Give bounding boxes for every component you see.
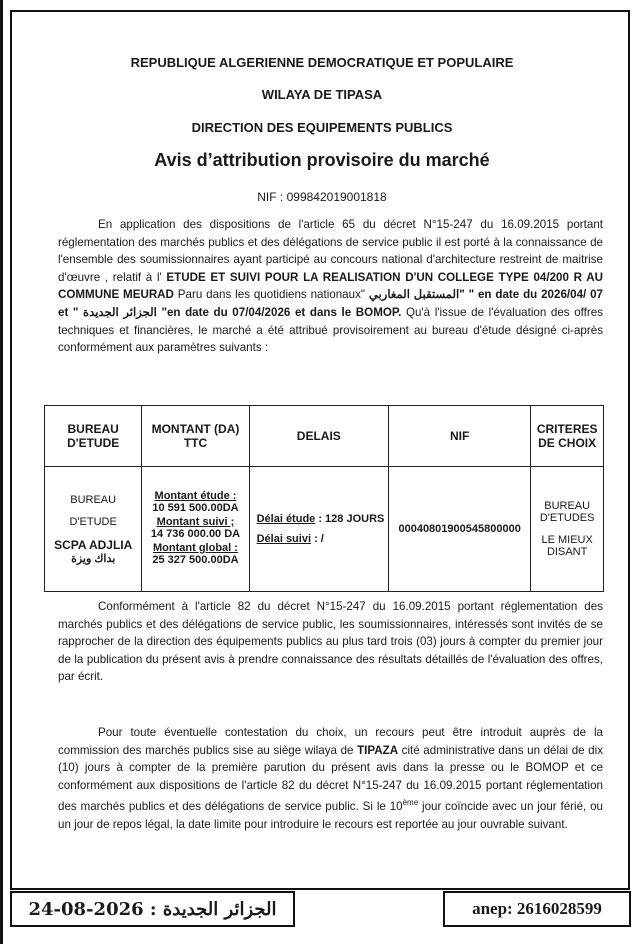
recours-part3: jour coïncide avec un jour férié, ou un jour de repos légal, la date limite pour introduire le recours est reportée au jour ouvrable suivant. xyxy=(58,800,603,831)
delai-suivi xyxy=(251,533,387,545)
col-nif: NIF xyxy=(388,406,530,467)
col-delais: DELAIS xyxy=(249,406,388,467)
col-criteres: CRITERES DE CHOIX xyxy=(531,406,604,467)
criteres-line2: LE MIEUX DISANT xyxy=(541,534,593,558)
delai-etude-value: : 128 JOURS xyxy=(315,513,385,525)
delai-etude xyxy=(251,513,387,525)
bureau-name: SCPA ADJLIA xyxy=(54,537,133,552)
cell-bureau xyxy=(45,467,142,592)
col-bureau: BUREAU D'ETUDE xyxy=(45,406,142,467)
montant-suivi-value: 14 736 000.00 DA xyxy=(150,528,241,540)
bureau-line1: BUREAU xyxy=(70,493,117,506)
table-header-row xyxy=(45,406,604,467)
intro-part3: Qu'à l'issue de l'évaluation des offres techniques et financières, le marché a été attribué provisoirement au bureau d'étude désigné ci-après conformément aux paramètres suivants : xyxy=(58,305,604,355)
consultation-text: Conformément à l'article 82 du décret N°15-247 du 16.09.2015 portant réglementation des marchés publics et des délégations de service public, les soumissionnaires, intéressés sont invités de se rapprocher de la direction des équipements publics au plus tard trois (03) jours à compter du premier jour de la publication du présent avis à prendre connaissance des résultats détaillés de l'évaluation des offres, par écrit. xyxy=(58,600,603,684)
intro-part2: Paru dans les quotidiens nationaux" xyxy=(173,288,369,302)
footer-anep-ref: anep: 2616028599 xyxy=(443,891,631,927)
criteres-line1: BUREAU D'ETUDES xyxy=(539,500,595,524)
intro-newspapers: المستقبل المغاربي" " en date du 2026/04/ 07 et " الجزائر الجديدة "en date du 07/04/2026 et dans le BOMOP. xyxy=(58,288,604,319)
cell-delais xyxy=(249,467,388,592)
paragraph-consultation xyxy=(58,598,603,686)
left-edge-rule xyxy=(0,0,3,944)
header-direction: DIRECTION DES EQUIPEMENTS PUBLICS xyxy=(191,120,453,135)
footer-newspaper-date: الجزائر الجديدة : 2026-08-24 xyxy=(10,891,295,927)
montant-etude-label: Montant étude : xyxy=(154,490,237,502)
header-nif: NIF : 099842019001818 xyxy=(257,190,387,204)
delai-etude-label: Délai étude xyxy=(256,513,316,525)
cell-montant xyxy=(142,467,249,592)
montant-suivi-label: Montant suivi ; xyxy=(156,516,235,528)
delai-suivi-value: : / xyxy=(311,533,324,545)
header-republic: REPUBLIQUE ALGERIENNE DEMOCRATIQUE ET POPULAIRE xyxy=(130,55,514,70)
bureau-arabic: بداك ويزة xyxy=(71,552,116,565)
recours-part1: Pour toute éventuelle contestation du choix, un recours peut être introduit auprès de la commission des marchés publics sise au siège wilaya de xyxy=(58,726,603,757)
bureau-line2: D'ETUDE xyxy=(69,515,117,528)
header-wilaya: WILAYA DE TIPASA xyxy=(261,87,383,102)
montant-global-label: Montant global : xyxy=(153,542,238,554)
intro-project: ETUDE ET SUIVI POUR LA REALISATION D'UN COLLEGE TYPE 04/200 R AU COMMUNE MEURAD xyxy=(58,270,603,302)
paragraph-recours xyxy=(58,724,603,833)
intro-paragraph xyxy=(58,216,603,357)
award-table xyxy=(44,405,604,592)
montant-etude-value: 10 591 500.00DA xyxy=(152,502,239,514)
delai-suivi-label: Délai suivi xyxy=(256,533,312,545)
cell-nif: 00040801900545800000 xyxy=(388,467,530,592)
recours-sup: ème xyxy=(402,798,419,808)
col-montant: MONTANT (DA) TTC xyxy=(142,406,249,467)
recours-part2: cité administrative dans un délai de dix (10) jours à compter de la première parution du présent avis dans la presse ou le BOMOP et ce conformément aux dispositions de l'article 82 du décret N°15-247 du 16.09.2015 portant réglementation des marchés publics et des délégations de service public. Si le 10 xyxy=(58,743,603,814)
intro-part1: En application des dispositions de l'article 65 du décret N°15-247 du 16.09.2015 portant réglementation des marchés publics et des délégations de service public il est porté à la connaissance de l'ensemble des soumissionnaires ayant participé au concours national d'architecture restreint de maitrise d'œuvre , relatif à l' xyxy=(58,218,603,284)
notice-title: Avis d’attribution provisoire du marché xyxy=(154,150,490,170)
recours-place: TIPAZA xyxy=(357,743,399,757)
montant-global-value: 25 327 500.00DA xyxy=(152,554,239,566)
table-row xyxy=(45,467,604,592)
cell-criteres xyxy=(531,467,604,592)
